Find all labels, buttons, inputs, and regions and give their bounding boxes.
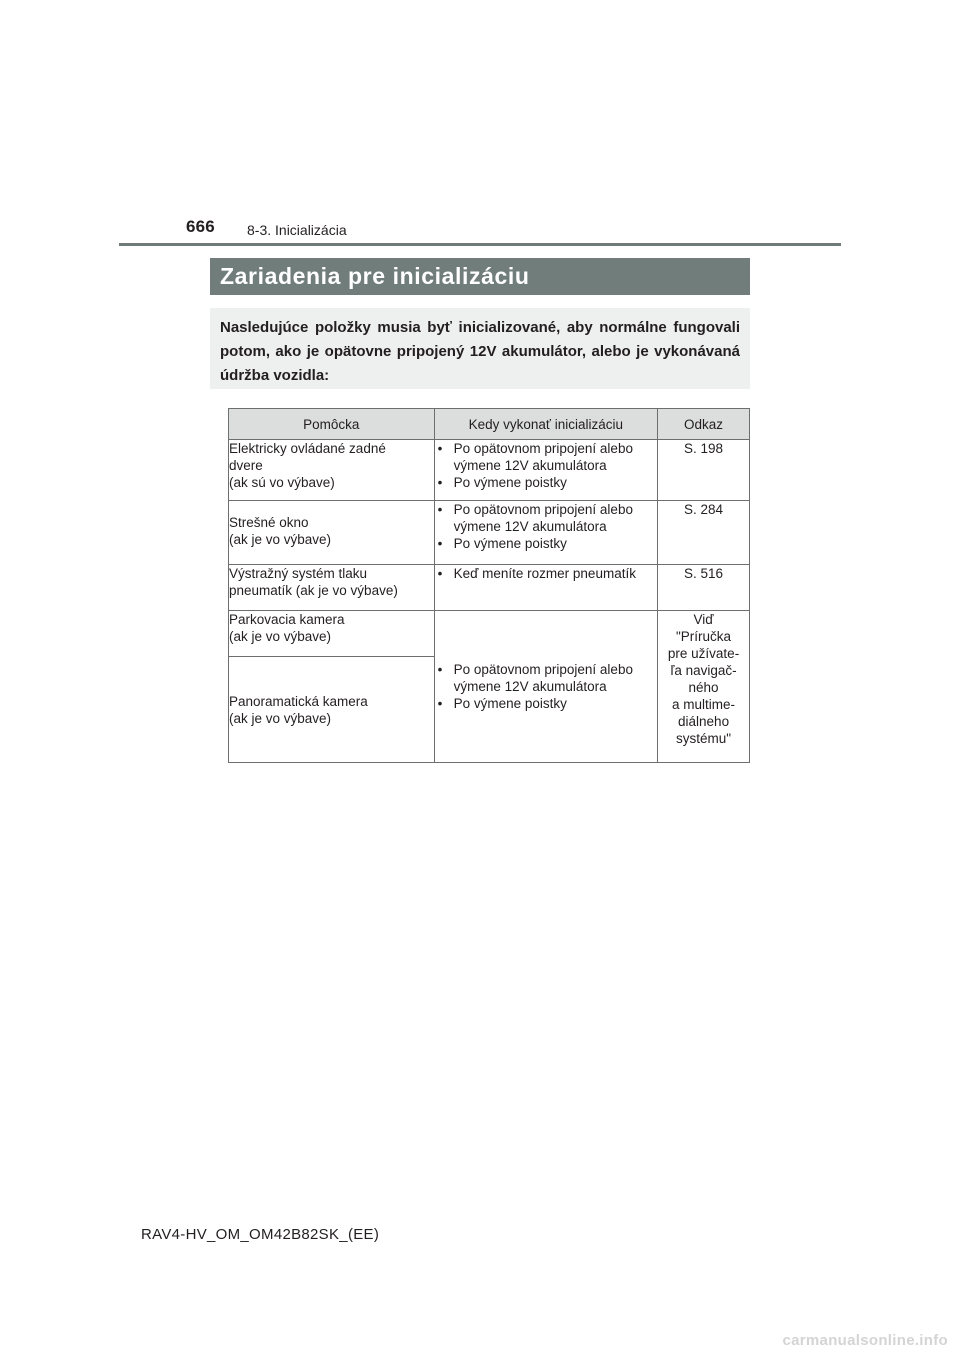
when-cell <box>434 501 658 565</box>
when-list-item: • Keď meníte rozmer pneumatík <box>435 565 658 582</box>
item-line: (ak je vo výbave) <box>229 532 332 547</box>
watermark: carmanualsonline.info <box>782 1332 948 1349</box>
when-cell <box>434 611 658 763</box>
when-list-item: • Po výmene poistky <box>435 535 658 552</box>
when-list-item: • Po opätovnom pripojení alebo výmene 12V akumulátora <box>435 661 658 695</box>
item-cell <box>229 657 435 763</box>
item-cell <box>229 611 435 657</box>
column-header-when: Kedy vykonať inicializáciu <box>434 409 658 440</box>
when-cell <box>434 440 658 501</box>
item-cell <box>229 501 435 565</box>
section-label: 8-3. Inicializácia <box>247 222 347 238</box>
page-number: 666 <box>186 217 215 236</box>
intro-paragraph: Nasledujúce položky musia byť inicializované, aby normálne fungovali potom, ako je opätovne pripojený 12V akumulátor, alebo je vykonávaná údržba vozidla: <box>210 308 750 389</box>
initialization-table <box>228 408 750 763</box>
header-divider <box>119 243 841 246</box>
item-line: pneumatík (ak je vo výbave) <box>229 583 398 598</box>
table-header-row <box>229 409 750 440</box>
table-row <box>229 440 750 501</box>
reference-line: Viď <box>693 612 714 627</box>
reference-line: pre užívate- <box>667 646 740 661</box>
document-code: RAV4-HV_OM_OM42B82SK_(EE) <box>141 1226 380 1243</box>
item-line: Panoramatická kamera <box>229 693 368 709</box>
item-cell <box>229 440 435 501</box>
item-line: (ak sú vo výbave) <box>229 475 335 490</box>
reference-line: "Príručka <box>676 629 732 644</box>
item-line: Strešné okno <box>229 515 309 530</box>
reference-cell: S. 284 <box>658 501 750 565</box>
reference-line: ľa navigač- <box>670 663 737 678</box>
item-line: dvere <box>229 458 263 473</box>
column-header-reference: Odkaz <box>658 409 750 440</box>
when-list-item: • Po opätovnom pripojení alebo výmene 12V akumulátora <box>435 501 658 535</box>
table-row <box>229 565 750 611</box>
item-line: (ak je vo výbave) <box>229 710 332 726</box>
reference-line: diálneho <box>678 714 730 729</box>
when-list-item: • Po výmene poistky <box>435 474 658 491</box>
item-line: Výstražný systém tlaku <box>229 566 368 581</box>
when-cell <box>434 565 658 611</box>
reference-cell <box>658 611 750 763</box>
item-cell <box>229 565 435 611</box>
item-line: (ak je vo výbave) <box>229 629 332 644</box>
reference-cell: S. 198 <box>658 440 750 501</box>
table-row <box>229 611 750 657</box>
reference-cell: S. 516 <box>658 565 750 611</box>
item-line: Parkovacia kamera <box>229 612 345 627</box>
section-title: Zariadenia pre inicializáciu <box>210 258 750 295</box>
when-list-item: • Po opätovnom pripojení alebo výmene 12V akumulátora <box>435 440 658 474</box>
when-list-item: • Po výmene poistky <box>435 695 658 712</box>
reference-line: ného <box>688 680 719 695</box>
reference-line: systému" <box>676 731 732 746</box>
column-header-item: Pomôcka <box>229 409 435 440</box>
table-row <box>229 501 750 565</box>
reference-line: a multime- <box>672 697 736 712</box>
item-line: Elektricky ovládané zadné <box>229 441 386 456</box>
